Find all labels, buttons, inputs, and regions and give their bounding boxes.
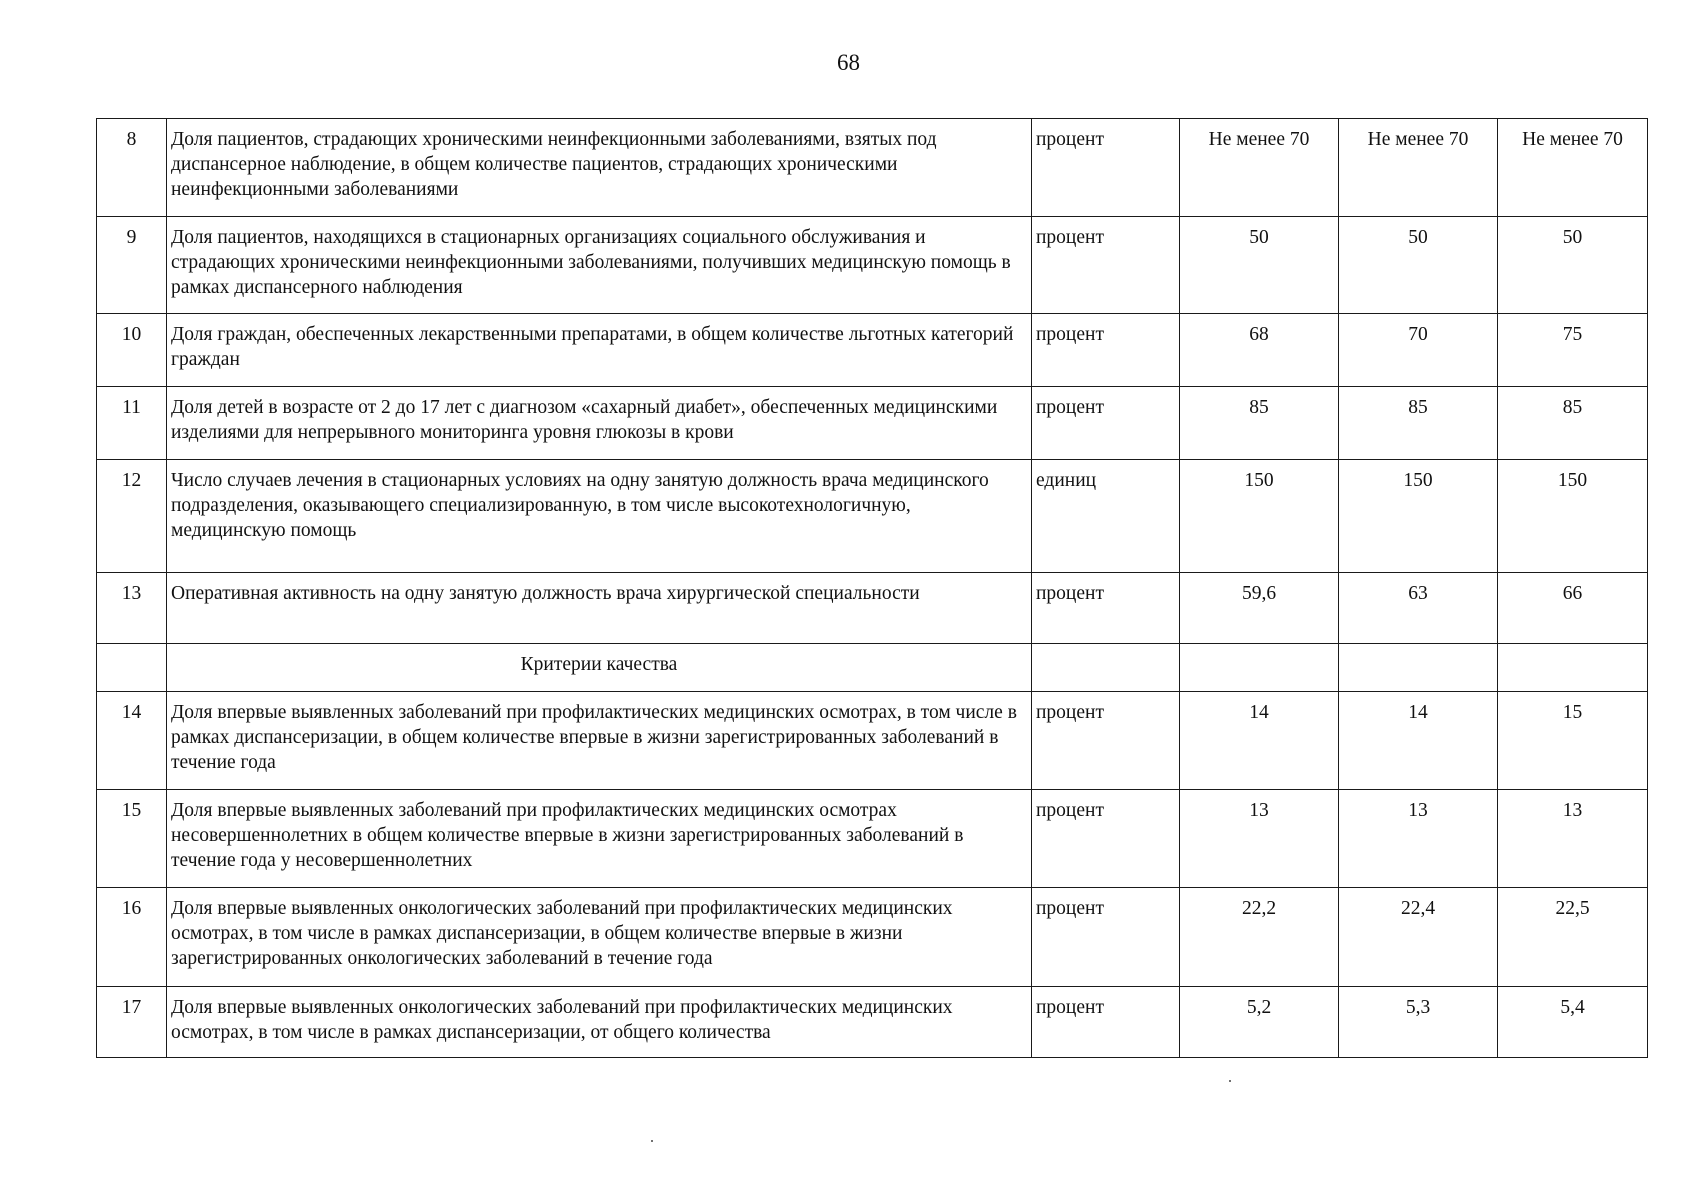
empty-cell: [97, 644, 167, 692]
value-cell: 5,2: [1180, 987, 1339, 1058]
unit-cell: процент: [1032, 573, 1180, 644]
row-number: 13: [97, 573, 167, 644]
page-number: 68: [837, 50, 860, 75]
row-number: 10: [97, 314, 167, 387]
indicator-text: Доля впервые выявленных заболеваний при профилактических медицинских осмотрах несовершеннолетних в общем количестве впервые в жизни зарегистрированных заболеваний в течение года у несовершеннолетних: [167, 790, 1032, 888]
unit-cell: процент: [1032, 790, 1180, 888]
row-number: 12: [97, 460, 167, 573]
table-row: [97, 573, 1648, 644]
indicator-text: Доля граждан, обеспеченных лекарственными препаратами, в общем количестве льготных категорий граждан: [167, 314, 1032, 387]
value-cell: 68: [1180, 314, 1339, 387]
unit-cell: процент: [1032, 692, 1180, 790]
table-row: [97, 119, 1648, 217]
value-cell: 50: [1180, 217, 1339, 314]
table-row: [97, 314, 1648, 387]
value-cell: 70: [1339, 314, 1498, 387]
value-cell: 13: [1180, 790, 1339, 888]
value-cell: 150: [1498, 460, 1648, 573]
unit-cell: единиц: [1032, 460, 1180, 573]
value-cell: 5,4: [1498, 987, 1648, 1058]
empty-cell: [1180, 644, 1339, 692]
row-number: 9: [97, 217, 167, 314]
value-cell: 14: [1180, 692, 1339, 790]
unit-cell: процент: [1032, 314, 1180, 387]
section-header-row: [97, 644, 1648, 692]
scan-speck: [651, 1140, 653, 1142]
table-row: [97, 387, 1648, 460]
value-cell: 22,2: [1180, 888, 1339, 987]
value-cell: Не менее 70: [1498, 119, 1648, 217]
unit-cell: процент: [1032, 987, 1180, 1058]
value-cell: 85: [1180, 387, 1339, 460]
value-cell: 22,4: [1339, 888, 1498, 987]
section-title: Критерии качества: [167, 644, 1032, 692]
value-cell: 63: [1339, 573, 1498, 644]
empty-cell: [1498, 644, 1648, 692]
indicator-text: Доля впервые выявленных заболеваний при профилактических медицинских осмотрах, в том числе в рамках диспансеризации, в общем количестве впервые в жизни зарегистрированных заболеваний в течение года: [167, 692, 1032, 790]
row-number: 16: [97, 888, 167, 987]
value-cell: Не менее 70: [1339, 119, 1498, 217]
unit-cell: процент: [1032, 119, 1180, 217]
indicator-text: Доля пациентов, страдающих хроническими неинфекционными заболеваниями, взятых под диспансерное наблюдение, в общем количестве пациентов, страдающих хроническими неинфекционными заболеваниями: [167, 119, 1032, 217]
table-row: [97, 692, 1648, 790]
row-number: 17: [97, 987, 167, 1058]
value-cell: 5,3: [1339, 987, 1498, 1058]
value-cell: Не менее 70: [1180, 119, 1339, 217]
value-cell: 50: [1339, 217, 1498, 314]
table-row: [97, 888, 1648, 987]
value-cell: 85: [1498, 387, 1648, 460]
empty-cell: [1339, 644, 1498, 692]
table-row: [97, 790, 1648, 888]
table-row: [97, 460, 1648, 573]
indicator-text: Доля впервые выявленных онкологических заболеваний при профилактических медицинских осмотрах, в том числе в рамках диспансеризации, в общем количестве впервые в жизни зарегистрированных онкологических заболеваний в течение года: [167, 888, 1032, 987]
value-cell: 14: [1339, 692, 1498, 790]
row-number: 15: [97, 790, 167, 888]
unit-cell: процент: [1032, 888, 1180, 987]
value-cell: 59,6: [1180, 573, 1339, 644]
table-row: [97, 217, 1648, 314]
indicator-text: Оперативная активность на одну занятую должность врача хирургической специальности: [167, 573, 1032, 644]
value-cell: 75: [1498, 314, 1648, 387]
unit-cell: процент: [1032, 387, 1180, 460]
row-number: 11: [97, 387, 167, 460]
indicator-text: Доля пациентов, находящихся в стационарных организациях социального обслуживания и страдающих хроническими неинфекционными заболеваниями, получивших медицинскую помощь в рамках диспансерного наблюдения: [167, 217, 1032, 314]
indicator-text: Доля детей в возрасте от 2 до 17 лет с диагнозом «сахарный диабет», обеспеченных медицинскими изделиями для непрерывного мониторинга уровня глюкозы в крови: [167, 387, 1032, 460]
value-cell: 13: [1498, 790, 1648, 888]
row-number: 14: [97, 692, 167, 790]
indicator-text: Доля впервые выявленных онкологических заболеваний при профилактических медицинских осмотрах, в том числе в рамках диспансеризации, от общего количества: [167, 987, 1032, 1058]
value-cell: 150: [1180, 460, 1339, 573]
indicators-table: [96, 118, 1648, 1058]
value-cell: 50: [1498, 217, 1648, 314]
value-cell: 150: [1339, 460, 1498, 573]
value-cell: 66: [1498, 573, 1648, 644]
unit-cell: процент: [1032, 217, 1180, 314]
value-cell: 15: [1498, 692, 1648, 790]
table-row: [97, 987, 1648, 1058]
value-cell: 85: [1339, 387, 1498, 460]
scan-speck: [1229, 1080, 1231, 1082]
empty-cell: [1032, 644, 1180, 692]
value-cell: 13: [1339, 790, 1498, 888]
row-number: 8: [97, 119, 167, 217]
indicator-text: Число случаев лечения в стационарных условиях на одну занятую должность врача медицинского подразделения, оказывающего специализированную, в том числе высокотехнологичную, медицинскую помощь: [167, 460, 1032, 573]
value-cell: 22,5: [1498, 888, 1648, 987]
